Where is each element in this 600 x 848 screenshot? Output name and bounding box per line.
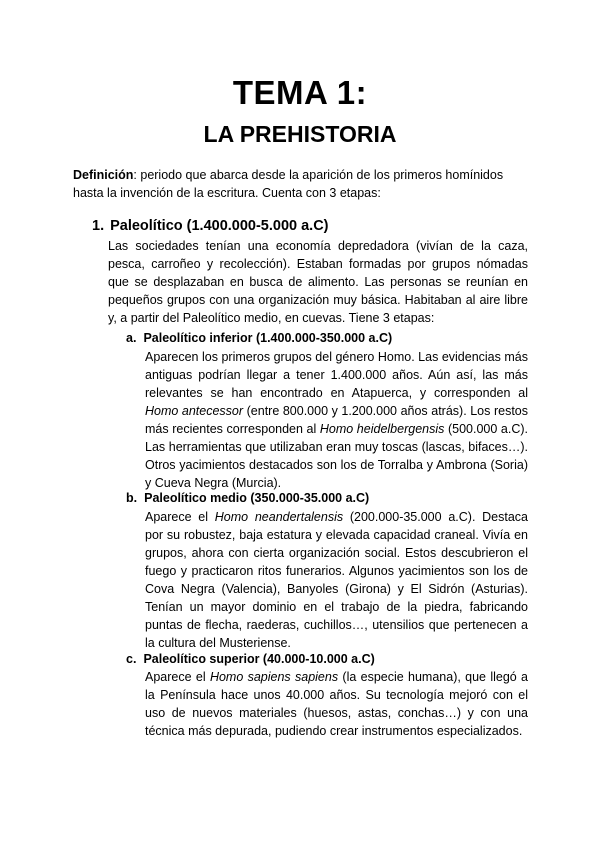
- species-name: Homo sapiens sapiens: [209, 670, 339, 684]
- body-text: Aparece el: [145, 670, 210, 684]
- subsection-letter: b.: [126, 491, 138, 505]
- definition-paragraph: [73, 166, 528, 202]
- section-heading: [92, 218, 329, 234]
- species-name: Homo neandertalensis: [214, 510, 344, 524]
- subsection-title: Paleolítico inferior (1.400.000-350.000 a.C): [143, 331, 393, 345]
- body-text: (entre 800.000 y 1.200.000 años atrás). Los restos más recientes corresponden al: [145, 404, 528, 436]
- section-title: Paleolítico (1.400.000-5.000 a.C): [110, 218, 329, 234]
- subsection-body-b: [145, 508, 528, 652]
- species-name: Homo antecessor: [145, 404, 244, 418]
- subsection-title: Paleolítico superior (40.000-10.000 a.C): [143, 652, 375, 666]
- page-subtitle: LA PREHISTORIA: [203, 121, 397, 147]
- section-number: 1.: [92, 218, 105, 234]
- species-name: Homo heidelbergensis: [319, 422, 445, 436]
- body-text: (200.000-35.000 a.C). Destaca por su robustez, baja estatura y elevada capacidad craneal. Vivía en grupos, ahora con cierta organización social. Estos descubrieron el fuego y practicaron ritos funerarios. Algunos yacimientos son los de Cova Negra (Valencia), Banyoles (Girona) y El Sidrón (Asturias). Tenían un mayor dominio en el trabajo de la piedra, fabricando puntas de flecha, raederas, cuchillos…, utensilios que pertenecen a la cultura del Musteriense.: [145, 510, 529, 650]
- definition-label: Definición: [73, 168, 134, 182]
- body-text: Aparecen los primeros grupos del género Homo. Las evidencias más antiguas podrían llegar a tener 1.400.000 años. Aún así, las más relevantes se han encontrado en Atapuerca, y corresponden al: [145, 350, 528, 400]
- subsection-body-a: [145, 348, 528, 492]
- page-title: TEMA 1:: [232, 74, 368, 111]
- subsection-heading-c: [126, 652, 375, 666]
- subsection-body-c: [145, 668, 528, 740]
- subsection-title: Paleolítico medio (350.000-35.000 a.C): [144, 491, 370, 505]
- definition-text: : periodo que abarca desde la aparición de los primeros homínidos hasta la invención de la escritura. Cuenta con 3 etapas:: [73, 168, 504, 200]
- section-body: Las sociedades tenían una economía depredadora (vivían de la caza, pesca, carroñeo y recolección). Estaban formadas por grupos nómadas que se desplazaban en busca de alimento. Las personas se reunían en pequeños grupos con una organización muy básica. Habitaban al aire libre y, a partir del Paleolítico medio, en cuevas. Tiene 3 etapas:: [108, 239, 528, 325]
- subsection-letter: c.: [126, 652, 137, 666]
- subsection-heading-b: [126, 491, 369, 505]
- subsection-letter: a.: [126, 331, 137, 345]
- body-text: Aparece el: [145, 510, 215, 524]
- subsection-heading-a: [126, 331, 392, 345]
- body-text: (la especie humana), que llegó a la Península hace unos 40.000 años. Su tecnología mejoró con el uso de nuevos materiales (huesos, astas, conchas…) y con una técnica más depurada, pudiendo crear instrumentos especializados.: [145, 670, 529, 738]
- body-text: (500.000 a.C). Las herramientas que utilizaban eran muy toscas (lascas, bifaces…). Otros yacimientos destacados son los de Torralba y Ambrona (Soria) y Cueva Negra (Murcia).: [145, 422, 528, 490]
